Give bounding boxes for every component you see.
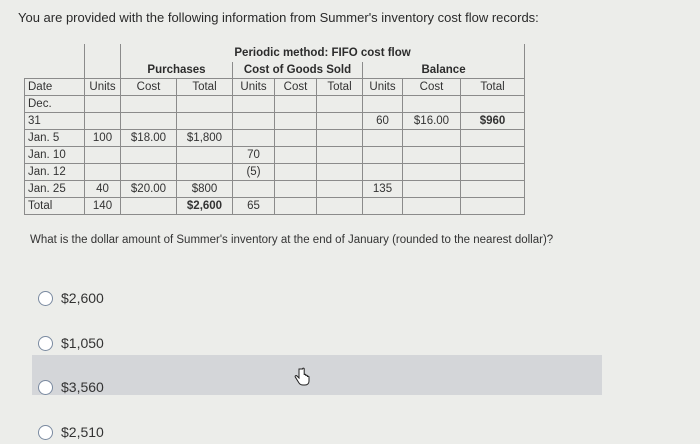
intro-text: You are provided with the following information from Summer's inventory cost flow records: <box>18 10 539 25</box>
radio-button[interactable] <box>38 336 53 351</box>
table-row <box>25 198 525 215</box>
table-cell <box>461 147 525 164</box>
table-cell <box>317 181 363 198</box>
table-cell <box>121 198 177 215</box>
column-header: Total <box>317 79 363 96</box>
table-cell: 40 <box>85 181 121 198</box>
table-cell: $1,800 <box>177 130 233 147</box>
method-title: Periodic method: FIFO cost flow <box>121 45 525 62</box>
blank-header <box>85 62 121 79</box>
table-cell <box>461 198 525 215</box>
option-label: $2,600 <box>61 290 104 306</box>
inventory-table <box>24 44 524 222</box>
table-cell <box>85 96 121 113</box>
table-cell: 60 <box>363 113 403 130</box>
table-cell <box>461 96 525 113</box>
table-cell: Jan. 12 <box>25 164 85 181</box>
table-cell: Jan. 10 <box>25 147 85 164</box>
answer-option-2[interactable] <box>38 335 104 351</box>
radio-button[interactable] <box>38 291 53 306</box>
table-cell <box>121 96 177 113</box>
table-cell: Dec. <box>25 96 85 113</box>
table-cell <box>403 96 461 113</box>
cogs-header: Cost of Goods Sold <box>233 62 363 79</box>
table-cell <box>121 113 177 130</box>
column-header: Cost <box>275 79 317 96</box>
table-cell <box>317 164 363 181</box>
table-cell: Total <box>25 198 85 215</box>
column-header: Total <box>177 79 233 96</box>
table-cell <box>363 164 403 181</box>
table-cell <box>403 130 461 147</box>
table-cell <box>403 198 461 215</box>
table-cell <box>275 164 317 181</box>
answer-option-1[interactable] <box>38 290 104 306</box>
table-cell <box>275 130 317 147</box>
table-cell <box>317 113 363 130</box>
table-cell <box>363 96 403 113</box>
table-cell: $18.00 <box>121 130 177 147</box>
option-label: $3,560 <box>61 379 104 395</box>
table-row <box>25 181 525 198</box>
column-header: Units <box>363 79 403 96</box>
table-cell <box>85 164 121 181</box>
table-cell <box>363 130 403 147</box>
table-cell <box>177 164 233 181</box>
blank-header <box>25 45 85 62</box>
table-cell <box>177 96 233 113</box>
table-cell: 31 <box>25 113 85 130</box>
table-cell <box>275 96 317 113</box>
table-row <box>25 113 525 130</box>
option-label: $2,510 <box>61 424 104 440</box>
table-cell: Jan. 5 <box>25 130 85 147</box>
table-cell: 100 <box>85 130 121 147</box>
table-cell <box>461 181 525 198</box>
table-row <box>25 96 525 113</box>
table-cell <box>363 147 403 164</box>
table-cell <box>121 147 177 164</box>
table-cell: 65 <box>233 198 275 215</box>
table-cell <box>233 130 275 147</box>
table-cell <box>317 147 363 164</box>
table-cell: $20.00 <box>121 181 177 198</box>
purchases-header: Purchases <box>121 62 233 79</box>
table-cell: 70 <box>233 147 275 164</box>
table-cell <box>275 181 317 198</box>
option-hover-highlight <box>32 355 602 395</box>
column-header: Cost <box>403 79 461 96</box>
table-cell: $800 <box>177 181 233 198</box>
table-cell <box>177 147 233 164</box>
table-cell <box>461 164 525 181</box>
table-cell <box>177 113 233 130</box>
answer-option-4[interactable] <box>38 424 104 440</box>
table-cell: (5) <box>233 164 275 181</box>
blank-header <box>85 45 121 62</box>
table-cell <box>363 198 403 215</box>
table-cell: $960 <box>461 113 525 130</box>
table-cell <box>317 198 363 215</box>
table-cell <box>403 181 461 198</box>
table-cell <box>233 96 275 113</box>
table-cell <box>275 113 317 130</box>
table-cell <box>85 113 121 130</box>
table-row <box>25 147 525 164</box>
radio-button[interactable] <box>38 380 53 395</box>
table-cell <box>85 147 121 164</box>
table-cell <box>461 130 525 147</box>
option-label: $1,050 <box>61 335 104 351</box>
table-cell <box>233 113 275 130</box>
table-cell <box>403 147 461 164</box>
column-header: Units <box>85 79 121 96</box>
table-cell <box>275 198 317 215</box>
table-cell: 140 <box>85 198 121 215</box>
hand-pointer-icon <box>293 367 311 387</box>
column-header: Total <box>461 79 525 96</box>
column-header: Cost <box>121 79 177 96</box>
table-cell: $2,600 <box>177 198 233 215</box>
table-cell <box>317 130 363 147</box>
table-cell: Jan. 25 <box>25 181 85 198</box>
answer-option-3[interactable] <box>38 379 104 395</box>
radio-button[interactable] <box>38 425 53 440</box>
table-row <box>25 130 525 147</box>
table-cell <box>233 181 275 198</box>
table-cell <box>403 164 461 181</box>
table-cell: 135 <box>363 181 403 198</box>
table-cell: $16.00 <box>403 113 461 130</box>
table-row <box>25 164 525 181</box>
column-header: Date <box>25 79 85 96</box>
table-cell <box>121 164 177 181</box>
column-header: Units <box>233 79 275 96</box>
question-text: What is the dollar amount of Summer's inventory at the end of January (rounded to the nearest dollar)? <box>30 234 554 246</box>
blank-header <box>25 62 85 79</box>
table-cell <box>275 147 317 164</box>
table-cell <box>317 96 363 113</box>
balance-header: Balance <box>363 62 525 79</box>
